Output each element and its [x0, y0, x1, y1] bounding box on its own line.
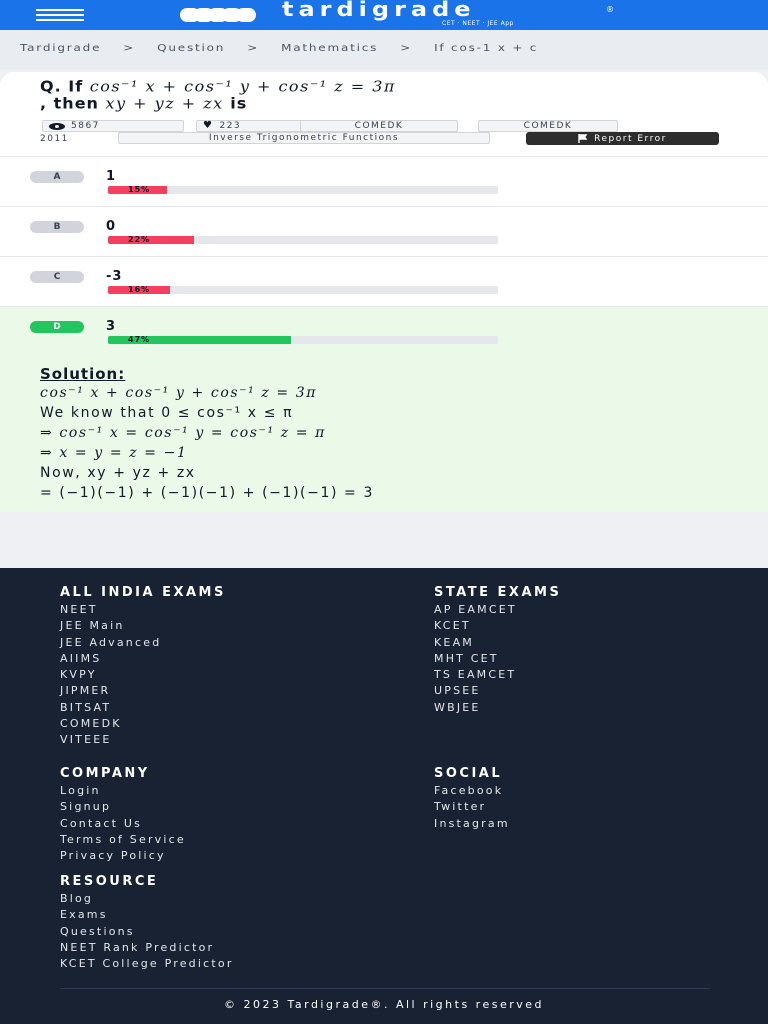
footer-link[interactable]: WBJEE	[434, 700, 481, 714]
exam-tag-1[interactable]	[300, 120, 458, 132]
question-expression-2: xy + yz + zx	[105, 94, 224, 113]
logo-tagline: CET · NEET · JEE App	[442, 20, 514, 27]
breadcrumb-item-question[interactable]: Question	[157, 42, 226, 54]
option-d-correct[interactable]	[0, 306, 768, 512]
question-expression: cos⁻¹ x + cos⁻¹ y + cos⁻¹ z = 3π	[89, 77, 396, 96]
option-percent-bar	[108, 286, 498, 294]
breadcrumb-item-subject[interactable]: Mathematics	[281, 42, 379, 54]
views-count: 5867	[71, 121, 100, 131]
option-c[interactable]	[0, 256, 768, 306]
footer-company	[60, 765, 186, 864]
logo[interactable]	[180, 1, 620, 29]
footer-heading: COMPANY	[60, 766, 150, 781]
heart-icon: ♥	[203, 120, 214, 131]
option-percent-text: 16%	[128, 286, 151, 294]
footer-link[interactable]: KCET	[434, 619, 471, 633]
option-percent-text: 22%	[128, 236, 151, 244]
footer-heading: ALL INDIA EXAMS	[60, 585, 226, 600]
option-percent-text: 15%	[128, 186, 151, 194]
solution	[40, 365, 740, 503]
footer-heading: SOCIAL	[434, 766, 503, 781]
footer-divider	[60, 988, 710, 989]
flag-icon	[578, 134, 588, 143]
footer-state-exams	[434, 584, 561, 716]
top-bar	[0, 0, 768, 30]
solution-title: Solution:	[40, 365, 126, 383]
topic-label: Inverse Trigonometric Functions	[208, 133, 400, 143]
option-label: B	[30, 221, 84, 233]
option-value: 1	[106, 169, 117, 184]
option-label: A	[30, 171, 84, 183]
option-percent-bar	[108, 236, 498, 244]
footer-link[interactable]: Exams	[60, 908, 108, 922]
year-tag[interactable]: 2011	[40, 134, 69, 144]
solution-line: cos⁻¹ x + cos⁻¹ y + cos⁻¹ z = 3π	[40, 385, 318, 401]
question-title	[40, 78, 740, 112]
option-value: 3	[106, 319, 117, 334]
topic-tag[interactable]	[118, 132, 490, 144]
solution-line: ⇒ x = y = z = −1	[40, 445, 188, 461]
footer-link[interactable]: KVPY	[60, 668, 97, 682]
solution-line: We know that 0 ≤ cos⁻¹ x ≤ π	[40, 405, 294, 421]
footer-heading: RESOURCE	[60, 874, 159, 889]
breadcrumb-separator: >	[247, 42, 260, 54]
eye-icon	[49, 123, 65, 130]
footer-link[interactable]: UPSEE	[434, 684, 481, 698]
footer-link[interactable]: MHT CET	[434, 651, 499, 665]
footer-link[interactable]: Questions	[60, 924, 135, 938]
solution-line: Now, xy + yz + zx	[40, 465, 196, 481]
footer-all-india-exams	[60, 584, 226, 749]
footer-link[interactable]: AIIMS	[60, 651, 102, 665]
tardigrade-logo-icon	[180, 8, 258, 22]
likes-count: 223	[219, 121, 242, 131]
footer-link[interactable]: KCET College Predictor	[60, 957, 234, 971]
footer	[0, 568, 768, 1024]
option-label: C	[30, 271, 84, 283]
question-meta	[40, 120, 740, 148]
question-suffix: is	[230, 94, 248, 113]
footer-resource	[60, 873, 234, 972]
option-percent-text: 47%	[128, 336, 151, 344]
footer-link[interactable]: JIPMER	[60, 684, 111, 698]
footer-link[interactable]: Blog	[60, 892, 94, 905]
footer-link[interactable]: VITEEE	[60, 733, 112, 747]
footer-link-facebook[interactable]: Facebook	[434, 784, 504, 797]
option-label: D	[30, 321, 84, 333]
breadcrumb-item-current: If cos-1 x + c	[434, 42, 539, 54]
option-b[interactable]	[0, 206, 768, 256]
footer-link[interactable]: Contact Us	[60, 816, 143, 830]
footer-link[interactable]: Terms of Service	[60, 832, 186, 846]
footer-link[interactable]: AP EAMCET	[434, 603, 517, 616]
report-error-button[interactable]	[526, 132, 719, 145]
footer-link-twitter[interactable]: Twitter	[434, 800, 487, 814]
report-error-label: Report Error	[594, 133, 667, 144]
breadcrumb-item-home[interactable]: Tardigrade	[20, 42, 102, 54]
footer-link[interactable]: Privacy Policy	[60, 849, 166, 863]
breadcrumb	[0, 30, 768, 70]
footer-link[interactable]: NEET Rank Predictor	[60, 940, 215, 954]
option-a[interactable]	[0, 156, 768, 206]
copyright: © 2023 Tardigrade®. All rights reserved	[223, 998, 545, 1011]
exam-tag-label: COMEDK	[354, 121, 404, 131]
footer-link[interactable]: Signup	[60, 800, 112, 814]
logo-text: tardigrade	[282, 0, 476, 22]
footer-link[interactable]: COMEDK	[60, 717, 122, 731]
footer-link-instagram[interactable]: Instagram	[434, 816, 510, 830]
breadcrumb-separator: >	[400, 42, 413, 54]
question-mid: , then	[40, 94, 99, 113]
option-percent-bar	[108, 186, 498, 194]
breadcrumb-separator: >	[123, 42, 136, 54]
option-percent-fill	[108, 236, 194, 244]
footer-heading: STATE EXAMS	[434, 585, 562, 600]
footer-link[interactable]: KEAM	[434, 635, 474, 649]
views-chip	[42, 120, 184, 132]
footer-link[interactable]: Login	[60, 784, 101, 797]
solution-line: ⇒ cos⁻¹ x = cos⁻¹ y = cos⁻¹ z = π	[40, 425, 326, 441]
exam-tag-2[interactable]	[478, 120, 618, 132]
footer-link[interactable]: JEE Main	[60, 619, 125, 633]
solution-line: = (−1)(−1) + (−1)(−1) + (−1)(−1) = 3	[40, 485, 374, 501]
footer-link[interactable]: JEE Advanced	[60, 635, 162, 649]
option-percent-bar	[108, 336, 498, 344]
footer-social	[434, 765, 510, 832]
option-value: 0	[106, 219, 117, 234]
option-value: -3	[106, 269, 123, 284]
question-card	[0, 72, 768, 512]
menu-icon[interactable]	[36, 9, 84, 21]
question-prefix: Q. If	[40, 77, 84, 96]
exam-tag-label: COMEDK	[523, 121, 573, 131]
logo-registered-mark: ®	[606, 5, 614, 14]
footer-link[interactable]: BITSAT	[60, 700, 112, 714]
footer-link[interactable]: NEET	[60, 603, 98, 616]
footer-link[interactable]: TS EAMCET	[434, 668, 517, 682]
